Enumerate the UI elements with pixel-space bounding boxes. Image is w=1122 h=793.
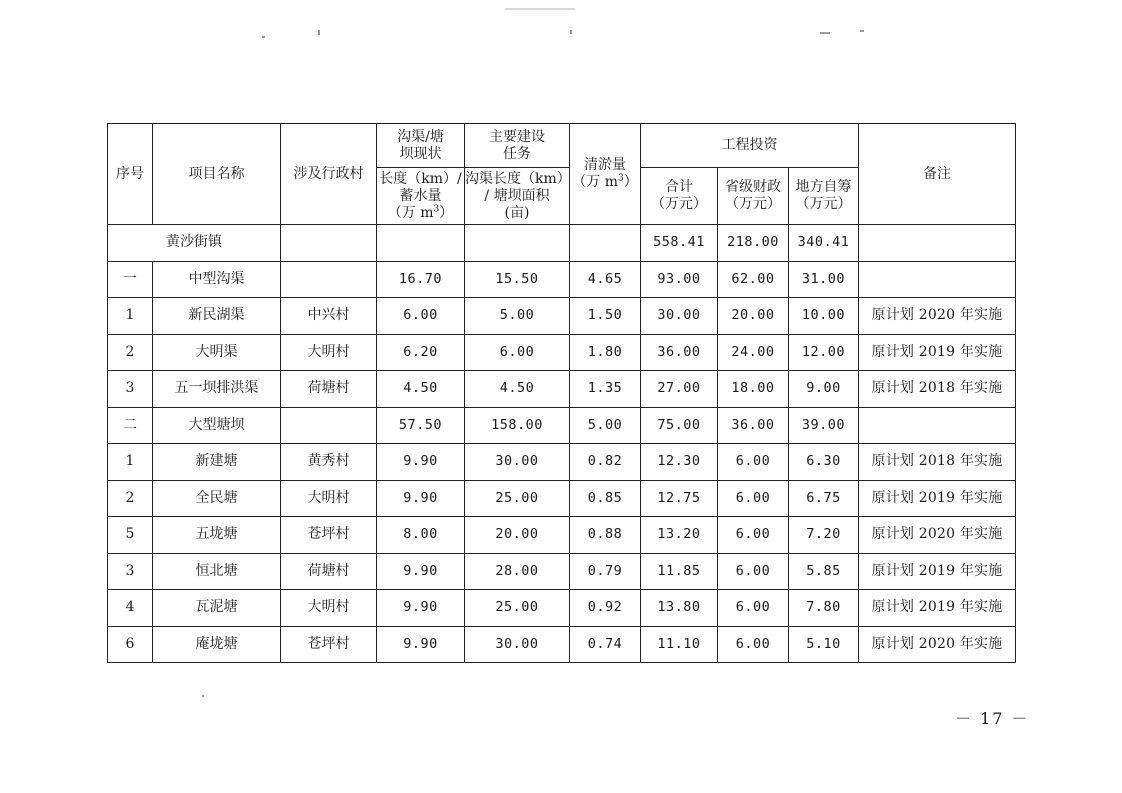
cell-village: 大明村: [281, 480, 377, 517]
cell-silt: 0.79: [570, 553, 641, 590]
cell-status: 9.90: [377, 590, 465, 627]
cell-local: 10.00: [789, 298, 859, 335]
cell-silt: 1.80: [570, 334, 641, 371]
header-total-line2: （万元）: [651, 196, 707, 212]
cell-project-name: 新建塘: [153, 444, 281, 481]
cell-seq: 5: [108, 517, 153, 554]
cell-remarks: 原计划 2020 年实施: [859, 626, 1016, 663]
cell-seq: 3: [108, 371, 153, 408]
cell-village: 大明村: [281, 334, 377, 371]
cell-silt: 0.88: [570, 517, 641, 554]
cell-remarks: 原计划 2018 年实施: [859, 371, 1016, 408]
cell-total: 75.00: [641, 407, 718, 444]
table-row: [108, 626, 1016, 663]
header-status-group-label: 沟渠/塘坝现状: [397, 128, 444, 162]
cell-provincial: 36.00: [718, 407, 789, 444]
cell-provincial: 62.00: [718, 261, 789, 298]
header-total: [641, 168, 718, 225]
town-local: 340.41: [789, 225, 859, 262]
town-total-row: [108, 225, 1016, 262]
town-name: 黄沙街镇: [108, 225, 281, 262]
cell-total: 11.10: [641, 626, 718, 663]
header-task-sub: [465, 168, 570, 225]
header-seq: 序号: [108, 124, 153, 225]
cell-local: 39.00: [789, 407, 859, 444]
cell-provincial: 24.00: [718, 334, 789, 371]
scan-speck: [318, 30, 320, 35]
header-status-sub-close: ）: [439, 204, 454, 221]
cell-provincial: 20.00: [718, 298, 789, 335]
scan-speck: [202, 695, 204, 697]
cell-seq: 1: [108, 298, 153, 335]
cell-local: 9.00: [789, 371, 859, 408]
header-provincial-line1: 省级财政: [725, 179, 781, 195]
cell-task: 25.00: [465, 480, 570, 517]
cell-remarks: 原计划 2019 年实施: [859, 553, 1016, 590]
cell-total: 13.80: [641, 590, 718, 627]
table-row: [108, 371, 1016, 408]
table-row: [108, 517, 1016, 554]
investment-table: [107, 123, 1016, 663]
cell-status: 9.90: [377, 480, 465, 517]
cell-seq: 4: [108, 590, 153, 627]
cell-provincial: 6.00: [718, 590, 789, 627]
cell-village: 中兴村: [281, 298, 377, 335]
town-task: [465, 225, 570, 262]
header-total-line1: 合计: [665, 179, 693, 195]
cell-provincial: 6.00: [718, 444, 789, 481]
table-row: [108, 298, 1016, 335]
cell-provincial: 6.00: [718, 626, 789, 663]
cell-remarks: [859, 407, 1016, 444]
header-provincial-line2: （万元）: [725, 196, 781, 212]
cell-total: 12.30: [641, 444, 718, 481]
scan-speck: [505, 8, 575, 10]
town-silt: [570, 225, 641, 262]
cell-status: 9.90: [377, 444, 465, 481]
cell-seq: 2: [108, 480, 153, 517]
header-task-sub-line3: (亩): [504, 204, 530, 221]
cell-project-name: 五一坝排洪渠: [153, 371, 281, 408]
header-status-group: [377, 124, 465, 168]
cell-status: 4.50: [377, 371, 465, 408]
cell-project-name: 大型塘坝: [153, 407, 281, 444]
cell-village: 苍坪村: [281, 626, 377, 663]
header-task-group-line2: 任务: [503, 145, 531, 162]
cell-project-name: 恒北塘: [153, 553, 281, 590]
cell-status: 9.90: [377, 626, 465, 663]
cell-provincial: 18.00: [718, 371, 789, 408]
cell-silt: 0.74: [570, 626, 641, 663]
header-investment-group: 工程投资: [641, 124, 859, 168]
cell-local: 5.10: [789, 626, 859, 663]
table-row: [108, 407, 1016, 444]
cell-silt: 1.35: [570, 371, 641, 408]
cell-local: 6.30: [789, 444, 859, 481]
cell-project-name: 中型沟渠: [153, 261, 281, 298]
scan-speck: [570, 30, 572, 34]
header-project-name: 项目名称: [153, 124, 281, 225]
cell-project-name: 庵垅塘: [153, 626, 281, 663]
cell-silt: 5.00: [570, 407, 641, 444]
town-total: 558.41: [641, 225, 718, 262]
cell-total: 30.00: [641, 298, 718, 335]
cell-provincial: 6.00: [718, 553, 789, 590]
header-local-line2: （万元）: [795, 196, 852, 212]
cell-provincial: 6.00: [718, 480, 789, 517]
header-silt-sup: 3: [618, 173, 624, 184]
cell-village: [281, 261, 377, 298]
cell-status: 16.70: [377, 261, 465, 298]
cell-task: 25.00: [465, 590, 570, 627]
header-village: 涉及行政村: [281, 124, 377, 225]
cell-task: 20.00: [465, 517, 570, 554]
header-status-sub-line1: 长度（km）/: [379, 170, 462, 187]
header-status-sub-line2: 蓄水量: [399, 187, 442, 204]
cell-task: 30.00: [465, 444, 570, 481]
header-silt: [570, 124, 641, 225]
town-provincial: 218.00: [718, 225, 789, 262]
cell-task: 5.00: [465, 298, 570, 335]
scan-speck: [860, 30, 864, 32]
cell-task: 158.00: [465, 407, 570, 444]
cell-remarks: 原计划 2020 年实施: [859, 298, 1016, 335]
cell-seq: 二: [108, 407, 153, 444]
table-row: [108, 590, 1016, 627]
header-silt-close: ）: [623, 174, 638, 190]
table-row: [108, 334, 1016, 371]
cell-remarks: 原计划 2018 年实施: [859, 444, 1016, 481]
cell-local: 7.80: [789, 590, 859, 627]
cell-provincial: 6.00: [718, 517, 789, 554]
cell-village: 大明村: [281, 590, 377, 627]
header-row-1: [108, 124, 1016, 168]
table-body: [108, 225, 1016, 663]
cell-status: 8.00: [377, 517, 465, 554]
header-local-line1: 地方自筹: [795, 179, 852, 195]
cell-total: 36.00: [641, 334, 718, 371]
cell-silt: 1.50: [570, 298, 641, 335]
cell-seq: 1: [108, 444, 153, 481]
cell-remarks: 原计划 2019 年实施: [859, 590, 1016, 627]
header-task-sub-line1: 沟渠长度（km）: [465, 170, 571, 187]
cell-silt: 0.82: [570, 444, 641, 481]
cell-project-name: 五垅塘: [153, 517, 281, 554]
cell-task: 30.00: [465, 626, 570, 663]
cell-total: 11.85: [641, 553, 718, 590]
table-row: [108, 553, 1016, 590]
cell-village: 苍坪村: [281, 517, 377, 554]
town-village: [281, 225, 377, 262]
cell-total: 13.20: [641, 517, 718, 554]
header-silt-unit: （万 m: [572, 174, 618, 190]
cell-task: 28.00: [465, 553, 570, 590]
page-number: － 17 －: [955, 709, 1030, 728]
cell-village: 荷塘村: [281, 553, 377, 590]
scan-speck: [820, 32, 830, 34]
cell-total: 27.00: [641, 371, 718, 408]
cell-village: 荷塘村: [281, 371, 377, 408]
cell-local: 5.85: [789, 553, 859, 590]
cell-village: 黄秀村: [281, 444, 377, 481]
cell-project-name: 全民塘: [153, 480, 281, 517]
header-task-group: [465, 124, 570, 168]
cell-local: 12.00: [789, 334, 859, 371]
cell-total: 12.75: [641, 480, 718, 517]
cell-status: 6.20: [377, 334, 465, 371]
table-row: [108, 261, 1016, 298]
cell-remarks: 原计划 2019 年实施: [859, 480, 1016, 517]
town-remarks: [859, 225, 1016, 262]
cell-seq: 6: [108, 626, 153, 663]
cell-seq: 2: [108, 334, 153, 371]
header-task-sub-line2: / 塘坝面积: [484, 187, 550, 204]
header-status-sub-sup: 3: [433, 203, 440, 214]
cell-remarks: [859, 261, 1016, 298]
cell-seq: 一: [108, 261, 153, 298]
table-row: [108, 444, 1016, 481]
scan-speck: [262, 36, 265, 38]
header-local: [789, 168, 859, 225]
cell-silt: 0.92: [570, 590, 641, 627]
cell-silt: 4.65: [570, 261, 641, 298]
cell-task: 4.50: [465, 371, 570, 408]
cell-status: 9.90: [377, 553, 465, 590]
cell-status: 6.00: [377, 298, 465, 335]
header-silt-line1: 清淤量: [584, 157, 626, 173]
header-provincial: [718, 168, 789, 225]
cell-local: 7.20: [789, 517, 859, 554]
cell-total: 93.00: [641, 261, 718, 298]
town-status: [377, 225, 465, 262]
table-row: [108, 480, 1016, 517]
cell-task: 6.00: [465, 334, 570, 371]
cell-project-name: 瓦泥塘: [153, 590, 281, 627]
header-status-sub: [377, 168, 465, 225]
cell-local: 31.00: [789, 261, 859, 298]
header-task-group-line1: 主要建设: [489, 128, 545, 145]
cell-village: [281, 407, 377, 444]
cell-project-name: 新民湖渠: [153, 298, 281, 335]
cell-task: 15.50: [465, 261, 570, 298]
cell-local: 6.75: [789, 480, 859, 517]
header-status-sub-unit: （万 m: [387, 204, 434, 221]
cell-project-name: 大明渠: [153, 334, 281, 371]
cell-silt: 0.85: [570, 480, 641, 517]
header-remarks: 备注: [859, 124, 1016, 225]
cell-seq: 3: [108, 553, 153, 590]
cell-remarks: 原计划 2019 年实施: [859, 334, 1016, 371]
cell-remarks: 原计划 2020 年实施: [859, 517, 1016, 554]
cell-status: 57.50: [377, 407, 465, 444]
